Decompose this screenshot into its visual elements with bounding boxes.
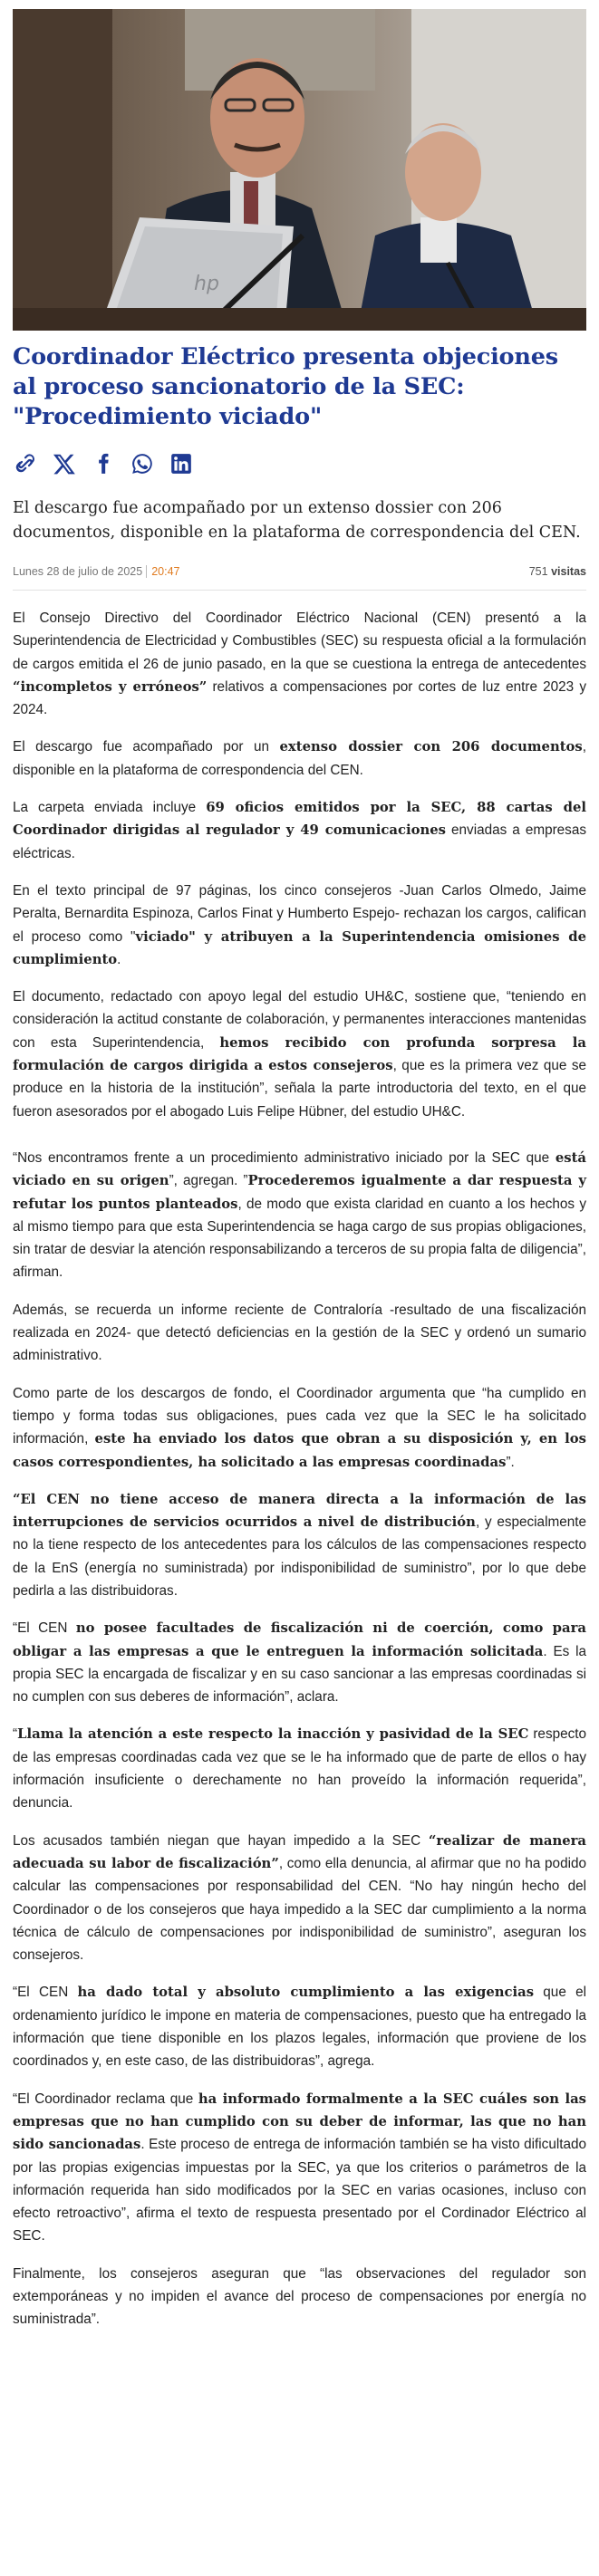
bold-text: Llama la atención a este respecto la inacción y pasividad de la SEC xyxy=(17,1726,529,1743)
copy-link-button[interactable] xyxy=(13,451,38,476)
body-paragraph xyxy=(13,1617,586,1708)
bold-text: Procederemos igualmente a dar respuesta y refutar los puntos planteados xyxy=(13,1173,586,1212)
view-count-number: 751 xyxy=(528,565,548,578)
divider xyxy=(13,590,586,591)
body-paragraph xyxy=(13,1382,586,1474)
share-facebook-button[interactable] xyxy=(91,451,116,476)
x-icon xyxy=(53,452,76,476)
bold-text: ha informado formalmente a la SEC cuáles son las empresas que no han cumplido con su deber de informar, las que no han sido sancionadas xyxy=(13,2091,586,2153)
paragraph-text: “El Coordinador reclama que xyxy=(13,2091,198,2107)
svg-text:hp: hp xyxy=(194,273,219,295)
body-paragraph xyxy=(13,1723,586,1814)
paragraph-text: El Consejo Directivo del Coordinador Eléctrico Nacional (CEN) presentó a la Superintendencia de Electricidad y Combustibles (SEC) su respuesta oficial a la formulación de cargos emitida el 26 de junio pasado, en la que se cuestiona la entrega de antecedentes xyxy=(13,610,586,672)
paragraph-text: Como parte de los descargos de fondo, el Coordinador argumenta que “ha cumplido en tiempo y forma todas sus obligaciones, pues cada vez que la SEC le ha solicitado información, xyxy=(13,1385,586,1447)
paragraph-text: . Es la propia SEC la encargada de fiscalizar y en su caso sancionar a las empresas coordinadas si no cumplen con sus deberes de información”, aclara. xyxy=(13,1643,586,1706)
body-paragraph xyxy=(13,2088,586,2248)
body-paragraph xyxy=(13,735,586,782)
body-paragraph xyxy=(13,796,586,865)
bold-text: extenso dossier con 206 documentos xyxy=(279,739,583,755)
paragraph-text: , como ella denuncia, al afirmar que no ha podido calcular las compensaciones por responsabilidad del CEN. “No hay ningún hecho del Coordinador o de los consejeros que haya impedido a la SEC dar cumplimiento a la norma técnica de cálculo de compensaciones por indisponibilidad de suministro”, aseguran los consejeros. xyxy=(13,1855,586,1964)
bold-text: “realizar de manera adecuada su labor de fiscalización” xyxy=(13,1832,587,1871)
body-paragraph xyxy=(13,1830,586,1967)
hero-photo-illustration xyxy=(13,9,586,331)
paragraph-text: Además, se recuerda un informe reciente de Contraloría -resultado de una fiscalización realizada en 2024- que detectó deficiencias en la gestión de la SEC y ordenó un sumario administrativo. xyxy=(13,1302,586,1364)
paragraph-text: relativos a compensaciones por cortes de luz entre 2023 y 2024. xyxy=(13,678,586,718)
view-count xyxy=(529,565,586,578)
bold-text: ha dado total y absoluto cumplimiento a las exigencias xyxy=(77,1985,535,2001)
paragraph-text: Finalmente, los consejeros aseguran que “las observaciones del regulador son extemporáneas y no impiden el avance del proceso de compensaciones por energía no suministrada”. xyxy=(13,2265,586,2328)
paragraph-text: “El CEN xyxy=(13,1985,78,2001)
bold-text: viciado" y atribuyen a la Superintendencia omisiones de cumplimiento xyxy=(13,928,586,967)
article-meta xyxy=(13,565,586,578)
bold-text: “incompletos y erróneos” xyxy=(13,678,208,695)
paragraph-text: ”, agregan. ” xyxy=(169,1173,248,1189)
paragraph-text: “El CEN xyxy=(13,1620,76,1637)
paragraph-text: . xyxy=(117,951,121,967)
paragraph-text: El documento, redactado con apoyo legal del estudio UH&C, sostiene que, “teniendo en consideración la actitud constante de colaboración, y permanentes interacciones mantenidas con esta Superintendencia, xyxy=(13,989,586,1051)
body-paragraph xyxy=(13,1488,586,1602)
bold-text: este ha enviado los datos que obran a su disposición y, en los casos correspondientes, ha solicitado a las empresas coordinadas xyxy=(13,1431,586,1470)
link-icon xyxy=(14,452,37,476)
body-paragraph xyxy=(13,1981,586,2072)
paragraph-text: , y especialmente no la tiene respecto de los antecedentes para los cálculos de las compensaciones respecto de la EnS (energía no suministrada) por indisponibilidad de suministro”, por lo que debe pedirla a las distribuidoras. xyxy=(13,1514,586,1599)
article-body xyxy=(13,607,586,2346)
body-paragraph xyxy=(13,2263,586,2331)
body-paragraph xyxy=(13,1147,586,1284)
bold-text: no posee facultades de fiscalización ni de coerción, como para obligar a las empresas a que le entreguen la información solicitada xyxy=(13,1620,586,1659)
view-count-label: visitas xyxy=(551,565,586,578)
body-paragraph xyxy=(13,985,586,1123)
paragraph-text: En el texto principal de 97 páginas, los cinco consejeros -Juan Carlos Olmedo, Jaime Peralta, Bernardita Espinoza, Carlos Finat y Humberto Espejo- rechazan los cargos, califican el proceso como " xyxy=(13,882,586,945)
article-lead: El descargo fue acompañado por un extenso dossier con 206 documentos, disponible en la plataforma de correspondencia del CEN. xyxy=(13,499,581,542)
paragraph-text: . Este proceso de entrega de información también se ha visto dificultado por las propias exigencias impuestas por la SEC, ya que los criterios o parámetros de la información requerida han sido modificados por la SEC en varias ocasiones, incluso con efecto retroactivo”, afirma el texto de respuesta presentado por el Cordinador Eléctrico al SEC. xyxy=(13,2137,586,2244)
paragraph-text: respecto de las empresas coordinadas cada vez que se le ha informado que de parte de ellos o hay información insuficiente o derechamente no han proveído la información requerida”, denuncia. xyxy=(13,1726,587,1812)
paragraph-text: La carpeta enviada incluye xyxy=(13,800,207,816)
paragraph-text: “ xyxy=(13,1726,18,1743)
paragraph-text: Los acusados también niegan que hayan impedido a la SEC xyxy=(13,1832,429,1849)
share-x-button[interactable] xyxy=(52,451,77,476)
paragraph-text: , de modo que exista claridad en cuanto a los hechos y al mismo tiempo para que esta Superintendencia se haga cargo de sus propias obligaciones, sin tratar de desviar la atención responsabilizando a terceros de su propia falta de diligencia”, afirman. xyxy=(13,1196,587,1281)
whatsapp-icon xyxy=(130,452,154,476)
paragraph-text: El descargo fue acompañado por un xyxy=(13,739,280,755)
paragraph-text: que el ordenamiento jurídico le impone en materia de compensaciones, puesto que ha entregado la información que tiene disponible en los plazos legales, información que proviene de los coordinados y, en este caso, de las distribuidoras”, agrega. xyxy=(13,1985,586,2070)
linkedin-icon xyxy=(169,452,193,476)
paragraph-text: “Nos encontramos frente a un procedimiento administrativo iniciado por la SEC que xyxy=(13,1149,556,1166)
bold-text: está viciado en su origen xyxy=(13,1149,586,1189)
share-linkedin-button[interactable] xyxy=(169,451,194,476)
body-paragraph xyxy=(13,879,586,971)
share-whatsapp-button[interactable] xyxy=(130,451,155,476)
paragraph-text: enviadas a empresas eléctricas. xyxy=(13,822,586,861)
paragraph-text: , disponible en la plataforma de correspondencia del CEN. xyxy=(13,739,586,778)
bold-text: 69 oficios emitidos por la SEC, 88 cartas del Coordinador dirigidas al regulador y 49 comunicaciones xyxy=(13,800,586,839)
paragraph-text: , que es la primera vez que se produce en la historia de la institución”, señala la parte introductoria del texto, en el que fueron asesorados por el abogado Luis Felipe Hübner, del estudio UH&C. xyxy=(13,1058,586,1120)
body-paragraph xyxy=(13,1299,586,1368)
paragraph-text: ”. xyxy=(506,1454,515,1470)
bold-text: hemos recibido con profunda sorpresa la formulación de cargos dirigida a estos consejeros xyxy=(13,1034,586,1074)
bold-text: “El CEN no tiene acceso de manera directa a la información de las interrupciones de servicios ocurridos a nivel de distribución xyxy=(13,1491,586,1531)
share-bar xyxy=(13,451,194,476)
article-title: Coordinador Eléctrico presenta objeciones al proceso sancionatorio de la SEC: "Procedimiento viciado" xyxy=(13,343,558,430)
publish-date: Lunes 28 de julio de 2025 xyxy=(13,565,143,578)
publish-time: 20:47 xyxy=(146,565,179,578)
facebook-icon xyxy=(92,452,115,476)
body-paragraph xyxy=(13,607,586,721)
hero-photo xyxy=(13,9,586,331)
